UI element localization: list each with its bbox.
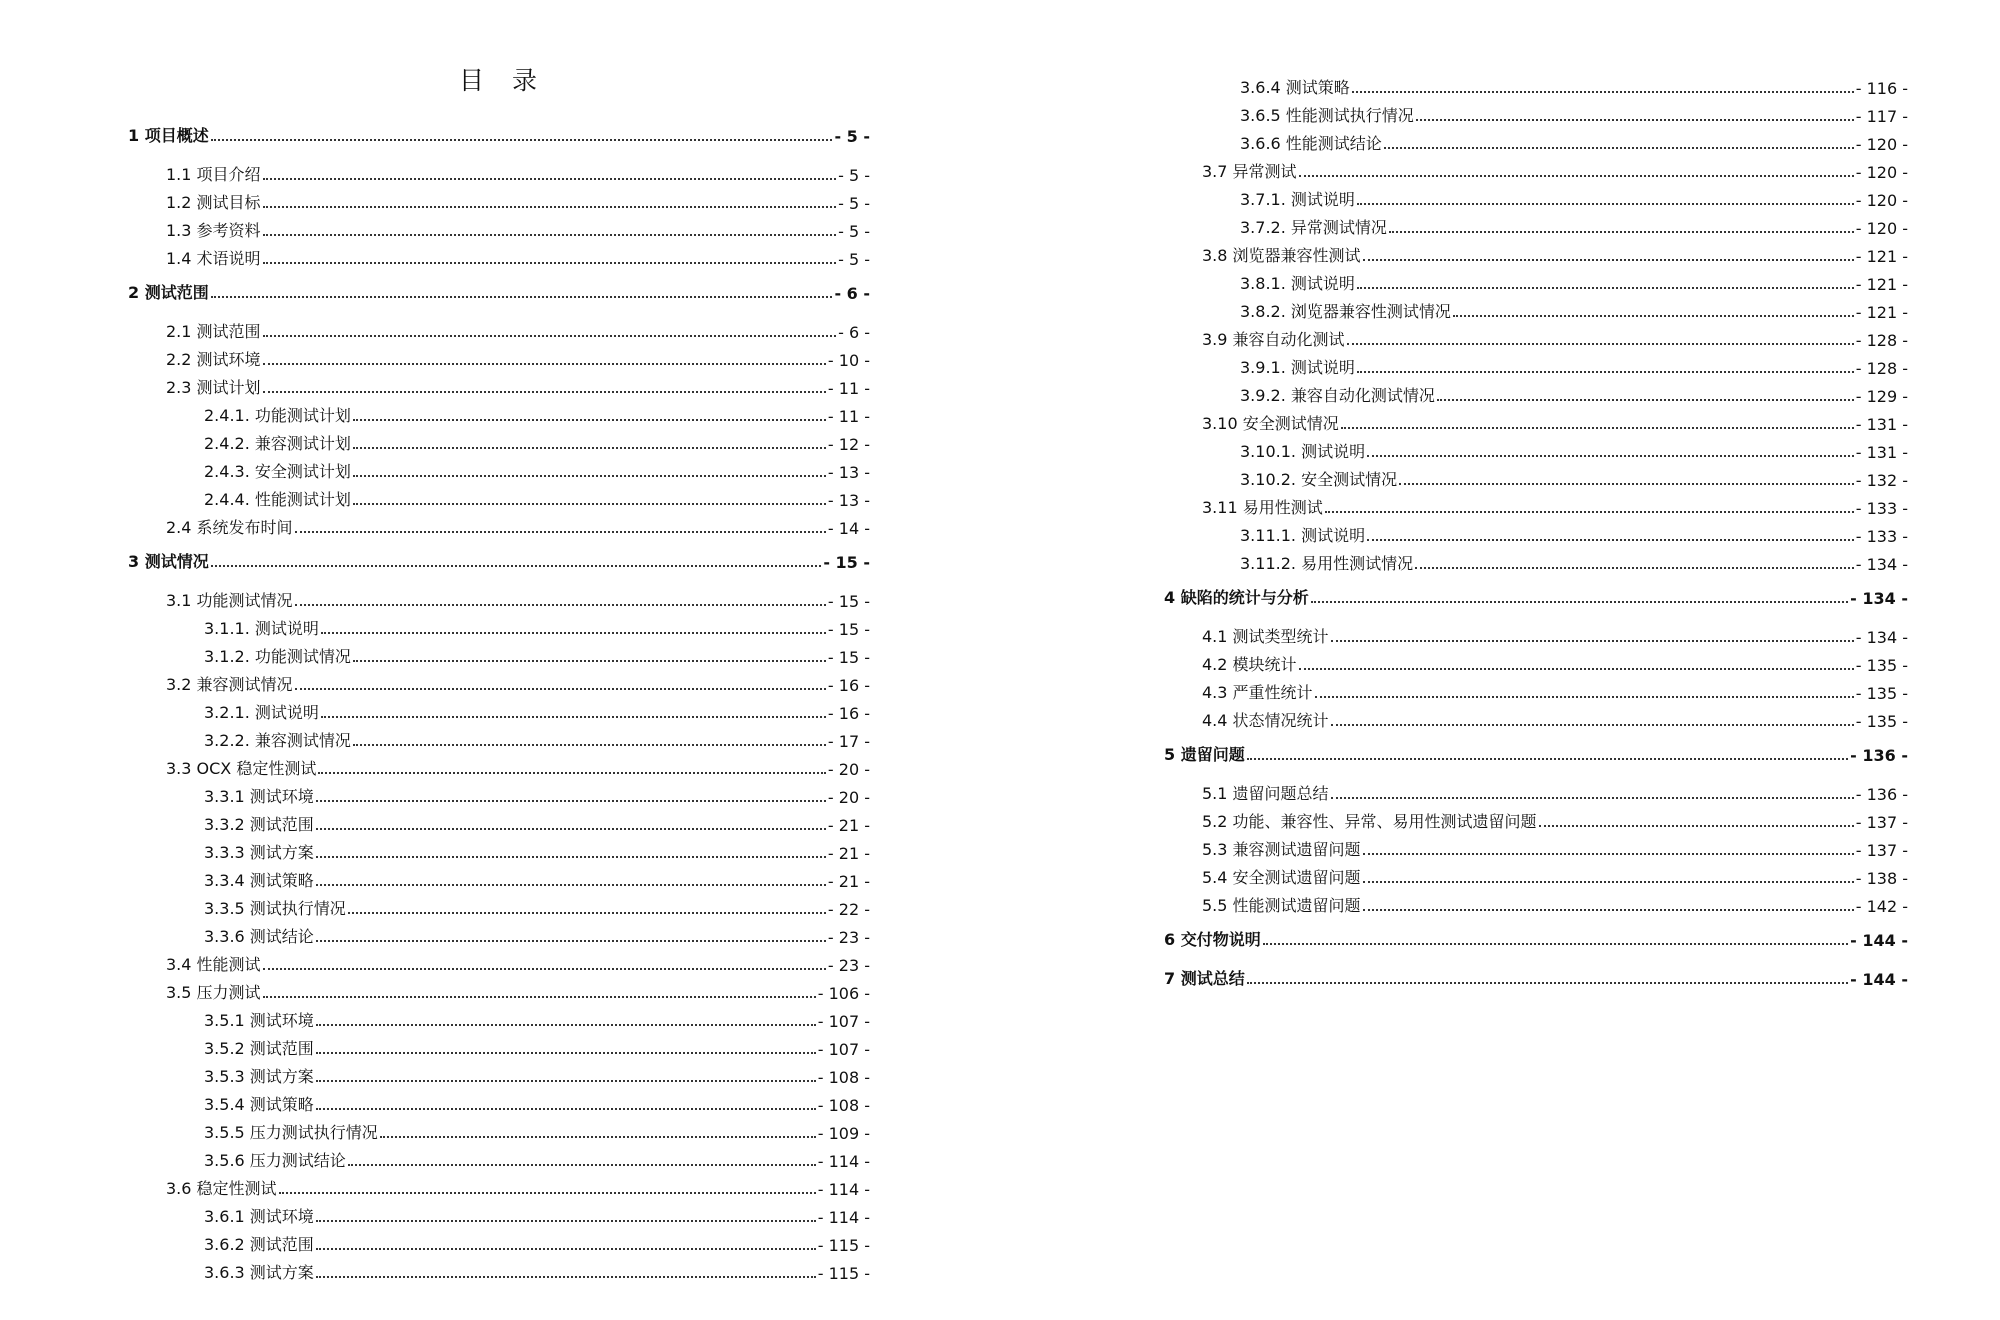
toc-entry[interactable] bbox=[128, 1227, 870, 1255]
toc-entry-page: - 134 - bbox=[1855, 555, 1908, 574]
toc-entry-title: 3.9.2. 兼容自动化测试情况 bbox=[1240, 386, 1435, 405]
toc-entry[interactable] bbox=[128, 835, 870, 863]
toc-dot-leader bbox=[1347, 342, 1854, 345]
toc-entry[interactable] bbox=[128, 1031, 870, 1059]
toc-entry[interactable] bbox=[1164, 378, 1908, 406]
toc-entry-title: 3.6.5 性能测试执行情况 bbox=[1240, 106, 1414, 125]
toc-entry-page: - 131 - bbox=[1855, 443, 1908, 462]
toc-entry-title: 3.6.2 测试范围 bbox=[204, 1235, 314, 1254]
toc-dot-leader bbox=[1331, 796, 1854, 799]
toc-entry-page: - 114 - bbox=[817, 1180, 870, 1199]
toc-dot-leader bbox=[353, 502, 826, 505]
toc-dot-leader bbox=[1437, 398, 1854, 401]
toc-entry[interactable] bbox=[1164, 238, 1908, 266]
toc-entry-title: 5 遗留问题 bbox=[1164, 745, 1245, 764]
toc-entry[interactable] bbox=[128, 1003, 870, 1031]
toc-entry[interactable] bbox=[1164, 832, 1908, 860]
toc-entry[interactable] bbox=[1164, 294, 1908, 322]
toc-dot-leader bbox=[263, 390, 826, 393]
toc-dot-leader bbox=[279, 1191, 816, 1194]
toc-entry[interactable] bbox=[128, 241, 870, 269]
toc-entry-page: - 114 - bbox=[817, 1152, 870, 1171]
toc-entry-title: 4.4 状态情况统计 bbox=[1202, 711, 1329, 730]
toc-entry[interactable] bbox=[1164, 776, 1908, 804]
toc-entry-page: - 121 - bbox=[1855, 275, 1908, 294]
toc-entry[interactable] bbox=[1164, 322, 1908, 350]
toc-entry-title: 3.6.3 测试方案 bbox=[204, 1263, 314, 1282]
toc-entry-title: 3.11.2. 易用性测试情况 bbox=[1240, 554, 1414, 573]
toc-entry[interactable] bbox=[1164, 546, 1908, 574]
toc-entry-title: 4.2 模块统计 bbox=[1202, 655, 1297, 674]
toc-entry-page: - 10 - bbox=[827, 351, 870, 370]
toc-entry-title: 3.3.1 测试环境 bbox=[204, 787, 314, 806]
toc-entry[interactable] bbox=[1164, 462, 1908, 490]
toc-entry-title: 3.11.1. 测试说明 bbox=[1240, 526, 1366, 545]
toc-entry-page: - 20 - bbox=[827, 788, 870, 807]
toc-entry-page: - 6 - bbox=[838, 323, 870, 342]
toc-dot-leader bbox=[1299, 667, 1854, 670]
toc-entry-title: 3.8.2. 浏览器兼容性测试情况 bbox=[1240, 302, 1451, 321]
toc-dot-leader bbox=[1367, 454, 1854, 457]
toc-dot-leader bbox=[316, 827, 826, 830]
toc-dot-leader bbox=[1352, 90, 1854, 93]
toc-entry-title: 3.8.1. 测试说明 bbox=[1240, 274, 1355, 293]
toc-entry-title: 3.7.2. 异常测试情况 bbox=[1240, 218, 1387, 237]
toc-entry-title: 2.4.4. 性能测试计划 bbox=[204, 490, 351, 509]
toc-entry-page: - 121 - bbox=[1855, 247, 1908, 266]
toc-dot-leader bbox=[353, 659, 826, 662]
toc-entry-page: - 120 - bbox=[1855, 191, 1908, 210]
toc-entry[interactable] bbox=[128, 370, 870, 398]
toc-entry[interactable] bbox=[1164, 518, 1908, 546]
toc-entry[interactable] bbox=[1164, 675, 1908, 703]
toc-entry-title: 3.4 性能测试 bbox=[166, 955, 261, 974]
toc-entry[interactable] bbox=[128, 695, 870, 723]
toc-entry-page: - 16 - bbox=[827, 676, 870, 695]
toc-entry-page: - 115 - bbox=[817, 1236, 870, 1255]
toc-entry-page: - 5 - bbox=[834, 127, 870, 146]
toc-entry[interactable] bbox=[128, 118, 870, 146]
toc-dot-leader bbox=[321, 631, 826, 634]
toc-entry-title: 3.5.1 测试环境 bbox=[204, 1011, 314, 1030]
toc-entry-page: - 106 - bbox=[817, 984, 870, 1003]
toc-dot-leader bbox=[1415, 566, 1854, 569]
toc-dot-leader bbox=[316, 1275, 816, 1278]
toc-entry-title: 5.3 兼容测试遗留问题 bbox=[1202, 840, 1361, 859]
toc-entry-title: 3.5.2 测试范围 bbox=[204, 1039, 314, 1058]
toc-dot-leader bbox=[348, 1163, 816, 1166]
toc-entry[interactable] bbox=[128, 482, 870, 510]
toc-entry-page: - 15 - bbox=[827, 620, 870, 639]
toc-dot-leader bbox=[316, 1219, 816, 1222]
toc-dot-leader bbox=[263, 261, 837, 264]
toc-dot-leader bbox=[263, 995, 816, 998]
toc-entry-title: 2.1 测试范围 bbox=[166, 322, 261, 341]
toc-dot-leader bbox=[380, 1135, 816, 1138]
toc-entry-title: 1.4 术语说明 bbox=[166, 249, 261, 268]
toc-entry-title: 3.6.4 测试策略 bbox=[1240, 78, 1350, 97]
toc-entry[interactable] bbox=[128, 454, 870, 482]
toc-entry[interactable] bbox=[128, 1059, 870, 1087]
toc-entry[interactable] bbox=[128, 779, 870, 807]
toc-dot-leader bbox=[1331, 639, 1854, 642]
toc-entry[interactable] bbox=[1164, 126, 1908, 154]
toc-page-right bbox=[1164, 0, 1964, 1000]
toc-entry-page: - 11 - bbox=[827, 407, 870, 426]
toc-dot-leader bbox=[263, 967, 826, 970]
toc-entry-page: - 17 - bbox=[827, 732, 870, 751]
toc-entry[interactable] bbox=[128, 275, 870, 303]
toc-page-left bbox=[128, 0, 928, 1283]
toc-entry[interactable] bbox=[1164, 860, 1908, 888]
toc-dot-leader bbox=[263, 177, 837, 180]
toc-entry[interactable] bbox=[128, 213, 870, 241]
toc-dot-leader bbox=[318, 771, 826, 774]
toc-dot-leader bbox=[316, 1247, 816, 1250]
toc-entry-page: - 137 - bbox=[1855, 841, 1908, 860]
toc-dot-leader bbox=[211, 295, 833, 298]
toc-entry-title: 3.7 异常测试 bbox=[1202, 162, 1297, 181]
toc-dot-leader bbox=[316, 1107, 816, 1110]
toc-entry[interactable] bbox=[128, 807, 870, 835]
toc-entry-page: - 138 - bbox=[1855, 869, 1908, 888]
toc-dot-leader bbox=[1357, 286, 1854, 289]
toc-list-left bbox=[128, 118, 870, 1283]
toc-entry[interactable] bbox=[128, 157, 870, 185]
toc-entry[interactable] bbox=[1164, 580, 1908, 608]
toc-entry-page: - 5 - bbox=[838, 194, 870, 213]
toc-dot-leader bbox=[263, 362, 826, 365]
toc-entry-page: - 120 - bbox=[1855, 219, 1908, 238]
toc-entry-title: 1.2 测试目标 bbox=[166, 193, 261, 212]
toc-dot-leader bbox=[263, 205, 837, 208]
toc-entry[interactable] bbox=[1164, 266, 1908, 294]
toc-dot-leader bbox=[1315, 695, 1854, 698]
toc-entry-title: 3.7.1. 测试说明 bbox=[1240, 190, 1355, 209]
toc-entry[interactable] bbox=[1164, 922, 1908, 950]
toc-entry-title: 1.1 项目介绍 bbox=[166, 165, 261, 184]
toc-dot-leader bbox=[316, 939, 826, 942]
toc-dot-leader bbox=[316, 1079, 816, 1082]
toc-entry-title: 3.2.2. 兼容测试情况 bbox=[204, 731, 351, 750]
toc-entry-title: 7 测试总结 bbox=[1164, 969, 1245, 988]
toc-dot-leader bbox=[1539, 824, 1854, 827]
toc-entry-title: 6 交付物说明 bbox=[1164, 930, 1261, 949]
toc-entry-page: - 23 - bbox=[827, 956, 870, 975]
toc-entry[interactable] bbox=[1164, 350, 1908, 378]
toc-entry[interactable] bbox=[128, 611, 870, 639]
toc-entry[interactable] bbox=[128, 919, 870, 947]
toc-dot-leader bbox=[1331, 723, 1854, 726]
toc-entry-title: 2.4.1. 功能测试计划 bbox=[204, 406, 351, 425]
toc-dot-leader bbox=[1416, 118, 1854, 121]
toc-entry-title: 3.1 功能测试情况 bbox=[166, 591, 293, 610]
toc-entry-page: - 6 - bbox=[834, 284, 870, 303]
toc-dot-leader bbox=[263, 233, 837, 236]
toc-entry-title: 2.4.3. 安全测试计划 bbox=[204, 462, 351, 481]
toc-dot-leader bbox=[1367, 538, 1854, 541]
toc-entry-page: - 22 - bbox=[827, 900, 870, 919]
toc-entry-page: - 108 - bbox=[817, 1096, 870, 1115]
toc-entry-page: - 131 - bbox=[1855, 415, 1908, 434]
toc-entry-page: - 114 - bbox=[817, 1208, 870, 1227]
toc-entry-page: - 135 - bbox=[1855, 656, 1908, 675]
toc-entry-page: - 107 - bbox=[817, 1012, 870, 1031]
toc-dot-leader bbox=[295, 530, 826, 533]
toc-entry[interactable] bbox=[128, 583, 870, 611]
toc-entry-title: 1 项目概述 bbox=[128, 126, 209, 145]
toc-entry-page: - 134 - bbox=[1855, 628, 1908, 647]
toc-entry-title: 2 测试范围 bbox=[128, 283, 209, 302]
toc-entry-page: - 133 - bbox=[1855, 499, 1908, 518]
toc-entry-page: - 135 - bbox=[1855, 684, 1908, 703]
toc-entry-title: 3.5.6 压力测试结论 bbox=[204, 1151, 346, 1170]
toc-entry-title: 3.3.6 测试结论 bbox=[204, 927, 314, 946]
toc-dot-leader bbox=[1389, 230, 1854, 233]
toc-entry-title: 3.3.3 测试方案 bbox=[204, 843, 314, 862]
toc-dot-leader bbox=[353, 446, 826, 449]
toc-list-right bbox=[1164, 70, 1908, 989]
toc-entry-page: - 134 - bbox=[1850, 589, 1908, 608]
toc-dot-leader bbox=[353, 474, 826, 477]
toc-entry[interactable] bbox=[128, 947, 870, 975]
toc-entry-title: 3.11 易用性测试 bbox=[1202, 498, 1323, 517]
toc-title: 目 录 bbox=[459, 66, 547, 95]
toc-dot-leader bbox=[1363, 852, 1854, 855]
toc-dot-leader bbox=[348, 911, 826, 914]
toc-entry-title: 3.1.1. 测试说明 bbox=[204, 619, 319, 638]
toc-entry-title: 4 缺陷的统计与分析 bbox=[1164, 588, 1309, 607]
toc-entry-title: 3.10 安全测试情况 bbox=[1202, 414, 1339, 433]
toc-entry-page: - 15 - bbox=[827, 592, 870, 611]
toc-entry-page: - 21 - bbox=[827, 816, 870, 835]
toc-entry-page: - 23 - bbox=[827, 928, 870, 947]
toc-entry-page: - 136 - bbox=[1850, 746, 1908, 765]
toc-dot-leader bbox=[1363, 880, 1854, 883]
toc-entry-page: - 5 - bbox=[838, 250, 870, 269]
toc-entry-title: 3.5.3 测试方案 bbox=[204, 1067, 314, 1086]
toc-entry-page: - 13 - bbox=[827, 491, 870, 510]
toc-entry-page: - 116 - bbox=[1855, 79, 1908, 98]
toc-entry[interactable] bbox=[1164, 98, 1908, 126]
toc-dot-leader bbox=[1363, 908, 1854, 911]
toc-dot-leader bbox=[1363, 258, 1854, 261]
toc-entry-page: - 128 - bbox=[1855, 331, 1908, 350]
toc-entry[interactable] bbox=[128, 342, 870, 370]
toc-dot-leader bbox=[353, 418, 826, 421]
toc-entry[interactable] bbox=[1164, 490, 1908, 518]
toc-entry-title: 3.5.4 测试策略 bbox=[204, 1095, 314, 1114]
toc-entry[interactable] bbox=[128, 751, 870, 779]
toc-entry-page: - 132 - bbox=[1855, 471, 1908, 490]
toc-entry[interactable] bbox=[1164, 406, 1908, 434]
toc-dot-leader bbox=[1341, 426, 1854, 429]
toc-entry-title: 3.8 浏览器兼容性测试 bbox=[1202, 246, 1361, 265]
toc-entry-title: 3.5 压力测试 bbox=[166, 983, 261, 1002]
toc-entry-title: 2.4.2. 兼容测试计划 bbox=[204, 434, 351, 453]
toc-dot-leader bbox=[211, 564, 822, 567]
toc-entry-page: - 120 - bbox=[1855, 135, 1908, 154]
toc-entry-title: 3.6.1 测试环境 bbox=[204, 1207, 314, 1226]
toc-entry-title: 1.3 参考资料 bbox=[166, 221, 261, 240]
toc-entry-title: 3 测试情况 bbox=[128, 552, 209, 571]
toc-dot-leader bbox=[1384, 146, 1854, 149]
toc-entry[interactable] bbox=[1164, 888, 1908, 916]
toc-dot-leader bbox=[295, 687, 826, 690]
toc-entry-title: 3.6.6 性能测试结论 bbox=[1240, 134, 1382, 153]
toc-entry[interactable] bbox=[128, 1199, 870, 1227]
toc-dot-leader bbox=[1453, 314, 1854, 317]
toc-entry[interactable] bbox=[128, 1143, 870, 1171]
toc-entry-page: - 5 - bbox=[838, 222, 870, 241]
toc-entry-page: - 120 - bbox=[1855, 163, 1908, 182]
toc-entry-title: 3.2.1. 测试说明 bbox=[204, 703, 319, 722]
toc-entry[interactable] bbox=[1164, 804, 1908, 832]
toc-entry-page: - 129 - bbox=[1855, 387, 1908, 406]
toc-dot-leader bbox=[1357, 370, 1854, 373]
toc-entry-title: 3.10.1. 测试说明 bbox=[1240, 442, 1366, 461]
toc-entry-page: - 117 - bbox=[1855, 107, 1908, 126]
toc-entry[interactable] bbox=[128, 1087, 870, 1115]
toc-entry[interactable] bbox=[1164, 70, 1908, 98]
toc-entry-title: 2.2 测试环境 bbox=[166, 350, 261, 369]
toc-entry[interactable] bbox=[128, 426, 870, 454]
toc-entry[interactable] bbox=[128, 891, 870, 919]
toc-dot-leader bbox=[316, 855, 826, 858]
toc-dot-leader bbox=[1325, 510, 1854, 513]
toc-entry-title: 3.5.5 压力测试执行情况 bbox=[204, 1123, 378, 1142]
toc-entry-page: - 5 - bbox=[838, 166, 870, 185]
toc-dot-leader bbox=[353, 743, 826, 746]
toc-entry-page: - 12 - bbox=[827, 435, 870, 454]
toc-dot-leader bbox=[316, 1051, 816, 1054]
toc-dot-leader bbox=[263, 334, 837, 337]
toc-entry-page: - 16 - bbox=[827, 704, 870, 723]
toc-entry-title: 3.3 OCX 稳定性测试 bbox=[166, 759, 317, 778]
toc-entry[interactable] bbox=[1164, 182, 1908, 210]
toc-entry[interactable] bbox=[128, 544, 870, 572]
toc-entry-title: 3.9.1. 测试说明 bbox=[1240, 358, 1355, 377]
toc-entry-title: 3.3.4 测试策略 bbox=[204, 871, 314, 890]
toc-entry-page: - 128 - bbox=[1855, 359, 1908, 378]
toc-entry-title: 5.5 性能测试遗留问题 bbox=[1202, 896, 1361, 915]
toc-entry[interactable] bbox=[128, 398, 870, 426]
toc-entry[interactable] bbox=[1164, 647, 1908, 675]
toc-entry-page: - 13 - bbox=[827, 463, 870, 482]
toc-entry[interactable] bbox=[128, 314, 870, 342]
toc-entry-page: - 11 - bbox=[827, 379, 870, 398]
toc-entry[interactable] bbox=[128, 975, 870, 1003]
toc-entry-page: - 21 - bbox=[827, 844, 870, 863]
toc-entry[interactable] bbox=[1164, 154, 1908, 182]
toc-entry[interactable] bbox=[1164, 737, 1908, 765]
toc-entry[interactable] bbox=[128, 1115, 870, 1143]
toc-dot-leader bbox=[316, 799, 826, 802]
toc-entry-page: - 144 - bbox=[1850, 970, 1908, 989]
toc-entry-page: - 109 - bbox=[817, 1124, 870, 1143]
toc-entry-title: 2.4 系统发布时间 bbox=[166, 518, 293, 537]
toc-entry-title: 5.1 遗留问题总结 bbox=[1202, 784, 1329, 803]
toc-dot-leader bbox=[1399, 482, 1854, 485]
toc-entry-page: - 15 - bbox=[827, 648, 870, 667]
toc-entry-title: 3.1.2. 功能测试情况 bbox=[204, 647, 351, 666]
toc-entry[interactable] bbox=[1164, 210, 1908, 238]
toc-dot-leader bbox=[211, 138, 833, 141]
toc-entry-title: 3.6 稳定性测试 bbox=[166, 1179, 277, 1198]
toc-entry-title: 3.9 兼容自动化测试 bbox=[1202, 330, 1345, 349]
toc-entry[interactable] bbox=[1164, 434, 1908, 462]
toc-entry[interactable] bbox=[128, 510, 870, 538]
toc-entry[interactable] bbox=[128, 185, 870, 213]
toc-entry-title: 2.3 测试计划 bbox=[166, 378, 261, 397]
toc-dot-leader bbox=[1247, 981, 1848, 984]
toc-entry-page: - 14 - bbox=[827, 519, 870, 538]
toc-entry-title: 4.1 测试类型统计 bbox=[1202, 627, 1329, 646]
toc-entry[interactable] bbox=[1164, 619, 1908, 647]
toc-entry-title: 3.3.5 测试执行情况 bbox=[204, 899, 346, 918]
toc-entry-page: - 21 - bbox=[827, 872, 870, 891]
toc-dot-leader bbox=[1263, 942, 1848, 945]
toc-entry-page: - 137 - bbox=[1855, 813, 1908, 832]
toc-entry-page: - 107 - bbox=[817, 1040, 870, 1059]
toc-entry-page: - 15 - bbox=[823, 553, 870, 572]
toc-entry[interactable] bbox=[128, 1171, 870, 1199]
toc-dot-leader bbox=[321, 715, 826, 718]
toc-entry[interactable] bbox=[128, 667, 870, 695]
toc-entry-title: 5.4 安全测试遗留问题 bbox=[1202, 868, 1361, 887]
toc-dot-leader bbox=[1299, 174, 1854, 177]
toc-entry-title: 3.10.2. 安全测试情况 bbox=[1240, 470, 1398, 489]
toc-dot-leader bbox=[1311, 600, 1848, 603]
toc-dot-leader bbox=[295, 603, 826, 606]
toc-entry-page: - 121 - bbox=[1855, 303, 1908, 322]
toc-entry-page: - 20 - bbox=[827, 760, 870, 779]
toc-entry[interactable] bbox=[1164, 961, 1908, 989]
toc-entry[interactable] bbox=[128, 639, 870, 667]
toc-entry[interactable] bbox=[128, 863, 870, 891]
toc-entry-page: - 142 - bbox=[1855, 897, 1908, 916]
toc-entry-title: 4.3 严重性统计 bbox=[1202, 683, 1313, 702]
toc-dot-leader bbox=[1247, 757, 1848, 760]
toc-entry-page: - 135 - bbox=[1855, 712, 1908, 731]
toc-entry-page: - 136 - bbox=[1855, 785, 1908, 804]
toc-entry-page: - 133 - bbox=[1855, 527, 1908, 546]
toc-entry-page: - 115 - bbox=[817, 1264, 870, 1283]
toc-dot-leader bbox=[316, 1023, 816, 1026]
toc-entry-page: - 144 - bbox=[1850, 931, 1908, 950]
toc-entry[interactable] bbox=[128, 723, 870, 751]
toc-entry-title: 3.2 兼容测试情况 bbox=[166, 675, 293, 694]
toc-entry[interactable] bbox=[1164, 703, 1908, 731]
toc-entry-page: - 108 - bbox=[817, 1068, 870, 1087]
toc-entry-title: 5.2 功能、兼容性、异常、易用性测试遗留问题 bbox=[1202, 812, 1537, 831]
toc-entry-title: 3.3.2 测试范围 bbox=[204, 815, 314, 834]
toc-entry[interactable] bbox=[128, 1255, 870, 1283]
toc-dot-leader bbox=[1357, 202, 1854, 205]
toc-dot-leader bbox=[316, 883, 826, 886]
